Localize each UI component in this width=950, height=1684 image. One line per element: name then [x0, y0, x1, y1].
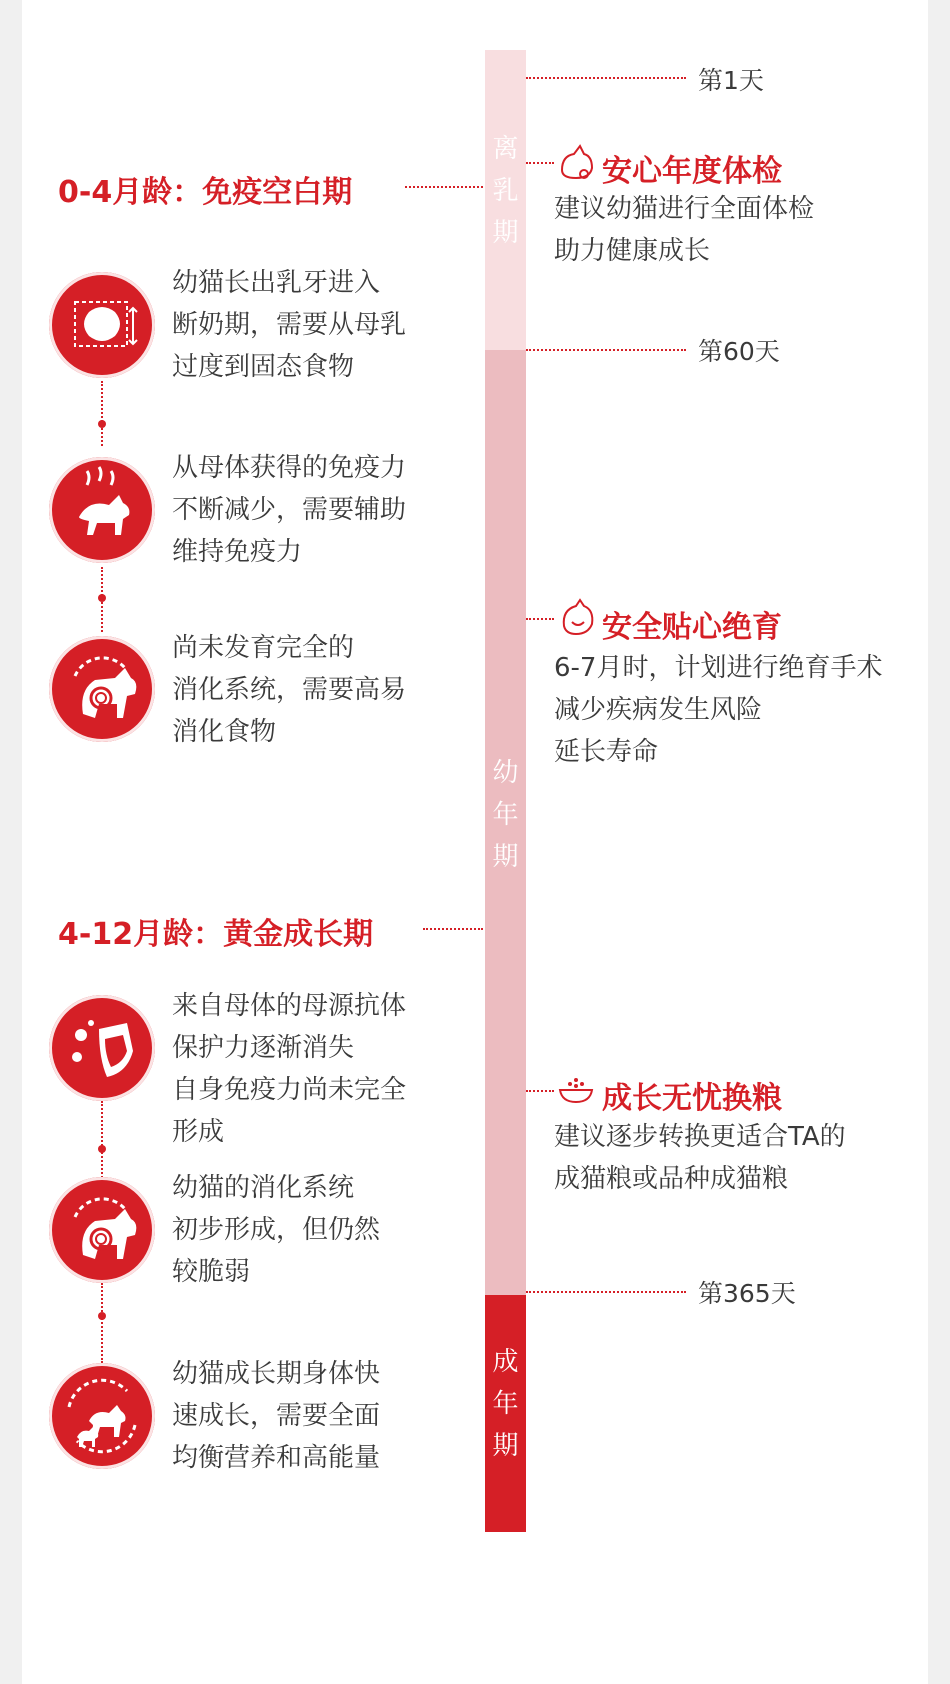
- right-desc-checkup: [554, 188, 814, 272]
- day-marker-line: [526, 1291, 686, 1293]
- digestive-system-icon: [49, 636, 155, 742]
- desc-line: 自身免疫力尚未完全: [172, 1075, 407, 1105]
- cat-growth-icon: [49, 1363, 155, 1469]
- desc-line: 过度到固态食物: [172, 352, 355, 382]
- connector-dot: [98, 1312, 106, 1320]
- stage-char: 离乳期: [492, 134, 519, 248]
- desc-line: 消化系统，需要高易: [172, 675, 407, 705]
- desc-line: 从母体获得的免疫力: [172, 453, 407, 483]
- day-label-365: 第365天: [698, 1279, 796, 1308]
- timeline-card: [22, 0, 928, 1684]
- item-desc-3: [172, 627, 406, 753]
- section-title-golden-growth: 4-12月龄：黄金成长期: [58, 917, 374, 952]
- day-label-1: 第1天: [698, 66, 764, 95]
- desc-line: 成猫粮或品种成猫粮: [554, 1164, 789, 1194]
- section-title-immunity-gap: 0-4月龄：免疫空白期: [58, 175, 353, 210]
- desc-line: 6-7月时，计划进行绝育手术: [554, 653, 883, 683]
- day-marker-line: [526, 349, 686, 351]
- desc-line: 来自母体的母源抗体: [172, 991, 407, 1021]
- desc-line: 延长寿命: [554, 737, 659, 767]
- right-title-food-switch: 成长无忧换粮: [602, 1081, 782, 1116]
- desc-line: 助力健康成长: [554, 236, 711, 266]
- antibody-shield-icon: [49, 995, 155, 1101]
- right-connector: [526, 162, 554, 164]
- desc-line: 尚未发育完全的: [172, 633, 355, 663]
- right-title-checkup: 安心年度体检: [602, 154, 782, 189]
- desc-line: 幼猫的消化系统: [172, 1173, 355, 1203]
- cat-neuter-icon: [554, 596, 598, 644]
- cat-checkup-icon: [554, 140, 598, 188]
- day-marker-line: [526, 77, 686, 79]
- desc-line: 维持免疫力: [172, 537, 303, 567]
- stage-char: 幼年期: [492, 758, 519, 872]
- food-bowl-icon: [49, 272, 155, 378]
- connector-dot: [98, 594, 106, 602]
- stage-label-adult: [485, 1341, 526, 1467]
- item-connector: [101, 381, 103, 446]
- right-connector: [526, 618, 554, 620]
- desc-line: 速成长，需要全面: [172, 1401, 381, 1431]
- connector-dot: [98, 1145, 106, 1153]
- desc-line: 均衡营养和高能量: [172, 1443, 381, 1473]
- stage-label-weaning: [485, 128, 526, 254]
- desc-line: 断奶期，需要从母乳: [172, 310, 407, 340]
- desc-line: 建议幼猫进行全面体检: [554, 194, 815, 224]
- item-desc-1: [172, 262, 406, 388]
- desc-line: 形成: [172, 1117, 225, 1147]
- desc-line: 消化食物: [172, 717, 277, 747]
- kitten-immunity-icon: [49, 457, 155, 563]
- desc-line: 较脆弱: [172, 1257, 251, 1287]
- item-connector: [101, 1283, 103, 1363]
- desc-line: 保护力逐渐消失: [172, 1033, 355, 1063]
- day-label-60: 第60天: [698, 337, 780, 366]
- digestive-system-icon: [49, 1177, 155, 1283]
- right-title-neuter: 安全贴心绝育: [602, 610, 782, 645]
- food-switch-icon: [554, 1066, 598, 1114]
- item-desc-2: [172, 447, 406, 573]
- stage-char: 成年期: [492, 1347, 519, 1461]
- desc-line: 初步形成，但仍然: [172, 1215, 381, 1245]
- item-desc-6: [172, 1353, 380, 1479]
- desc-line: 不断减少，需要辅助: [172, 495, 407, 525]
- desc-line: 建议逐步转换更适合TA的: [554, 1122, 846, 1152]
- right-connector: [526, 1090, 554, 1092]
- desc-line: 幼猫长出乳牙进入: [172, 268, 381, 298]
- right-desc-food-switch: [554, 1116, 846, 1200]
- item-desc-4: [172, 985, 406, 1153]
- stage-label-kitten: [485, 752, 526, 878]
- connector-dot: [98, 420, 106, 428]
- item-connector: [101, 1101, 103, 1181]
- desc-line: 幼猫成长期身体快: [172, 1359, 381, 1389]
- section-connector: [423, 928, 483, 930]
- desc-line: 减少疾病发生风险: [554, 695, 763, 725]
- section-connector: [405, 186, 483, 188]
- item-desc-5: [172, 1167, 380, 1293]
- right-desc-neuter: [554, 647, 882, 773]
